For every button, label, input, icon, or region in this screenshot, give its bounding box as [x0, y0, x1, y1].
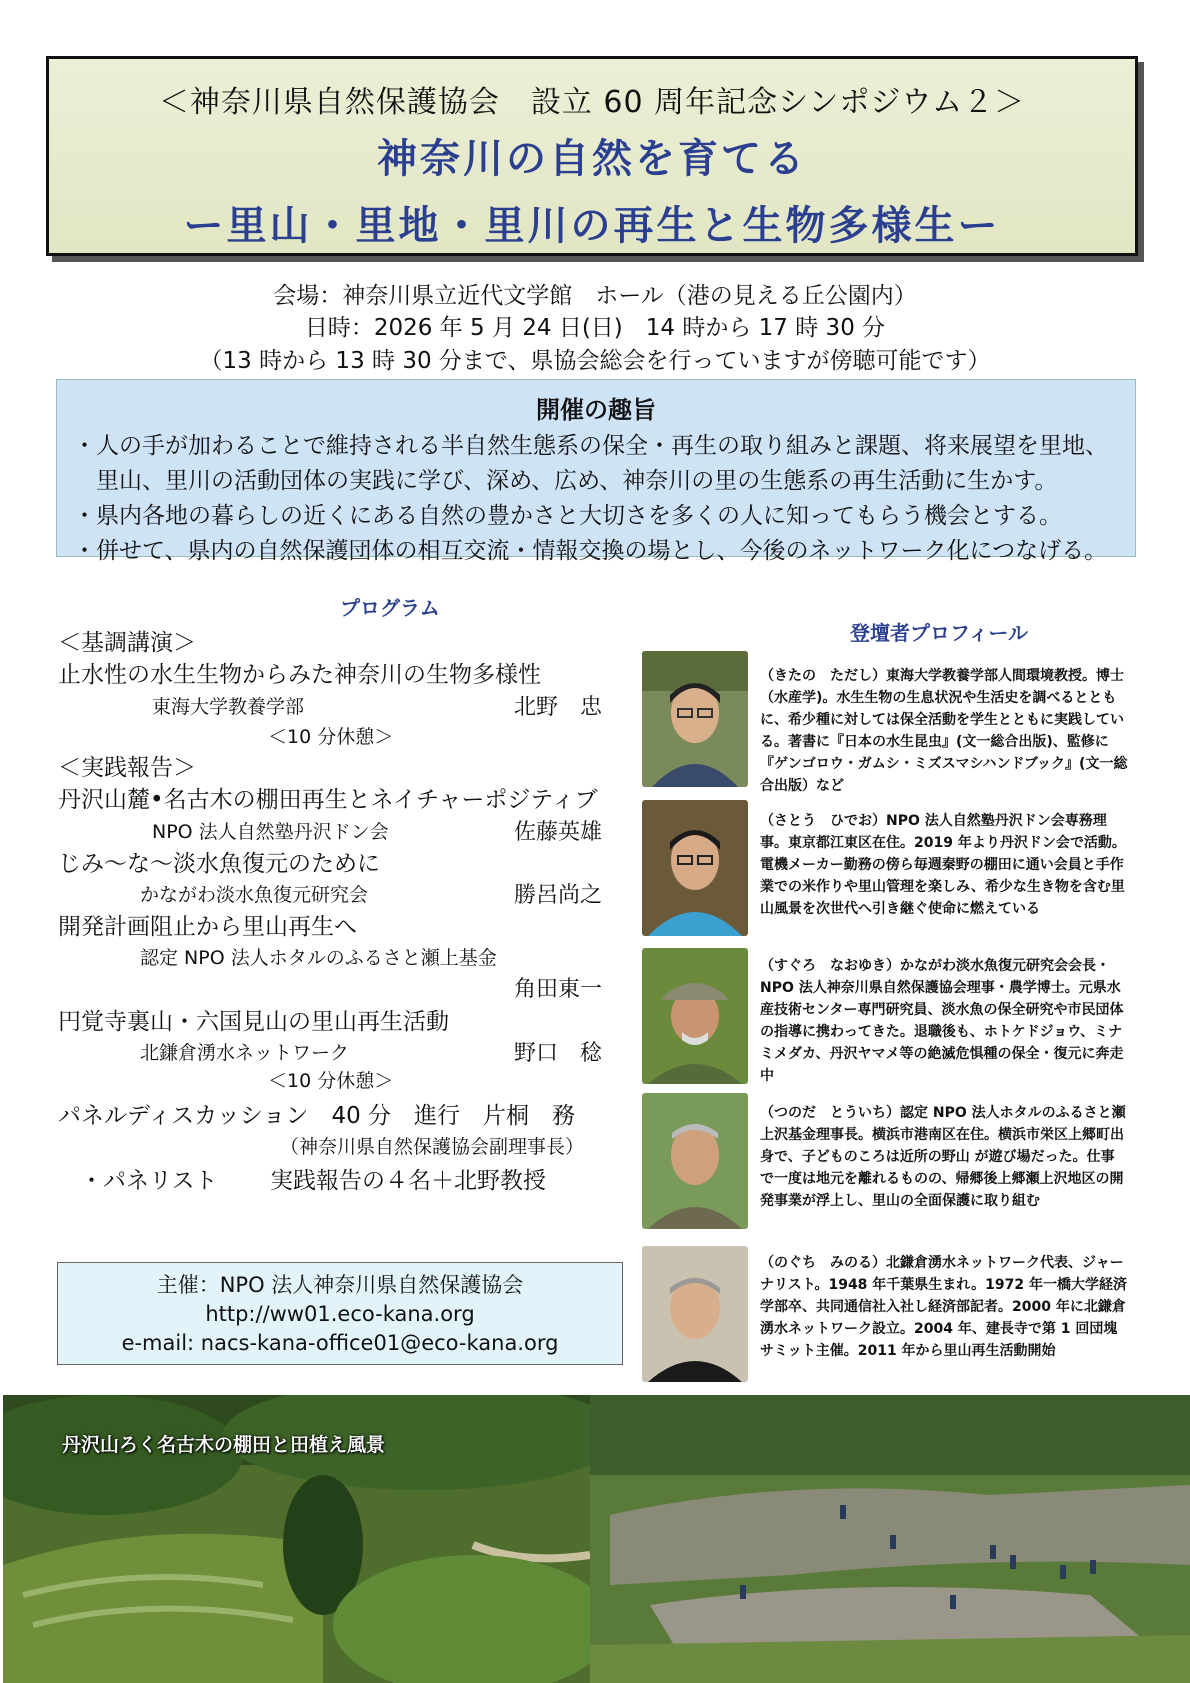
profile-text: （きたの ただし）東海大学教養学部人間環境教授。博士（水産学)。水生生物の生息状況や生活史を調べるとともに、希少種に対しては保全活動を学生とともに実践している。著書に『日本の水生昆虫』(文一総合出版)、監修に『ゲンゴロウ・ガムシ・ミズスマシハンドブック』(文一総合出版）など [760, 668, 1128, 794]
host-organization: 主催：NPO 法人神奈川県自然保護協会 [156, 1273, 524, 1297]
purpose-line: ・併せて、県内の自然保護団体の相互交流・情報交換の場とし、今後のネットワーク化につなげる。 [73, 538, 1108, 564]
panelist-label: ・パネリスト [80, 1168, 218, 1194]
profile-text: （のぐち みのる）北鎌倉湧水ネットワーク代表、ジャーナリスト。1948 年千葉県生まれ。1972 年一橋大学経済学部卒、共同通信社入社し経済部記者。2000 年に北鎌倉湧水ネットワーク設立。2004 年、建長寺で第 1 回団塊サミット主催。2011 年から里山再生活動開始 [760, 1255, 1127, 1359]
break-2: ＜10 分休憩＞ [268, 1070, 394, 1092]
report-1-org: NPO 法人自然塾丹沢ドン会 [152, 821, 389, 843]
venue-note: （13 時から 13 時 30 分まで、県協会総会を行っていますが傍聴可能です） [199, 348, 991, 374]
purpose-line: ・人の手が加わることで維持される半自然生態系の保全・再生の取り組みと課題、将来展望を里地、 [73, 433, 1108, 459]
report-2-org: かながわ淡水魚復元研究会 [140, 884, 369, 906]
photo-caption: 丹沢山ろく名古木の棚田と田植え風景 [62, 1434, 386, 1456]
website-link[interactable]: http://ww01.eco-kana.org [205, 1302, 475, 1326]
profile-heading: 登壇者プロフィール [850, 621, 1028, 645]
title-box [46, 56, 1138, 256]
speaker-photo-sato [642, 800, 748, 936]
email-link[interactable]: e-mail: nacs-kana-office01@eco-kana.org [121, 1331, 559, 1355]
report-3-title: 開発計画阻止から里山再生へ [58, 914, 357, 940]
speaker-photo-noguchi [642, 1246, 748, 1382]
keynote-org: 東海大学教養学部 [152, 696, 305, 718]
title-main-2: ー里山・里地・里川の再生と生物多様生ー [183, 203, 1001, 249]
panelist-value: 実践報告の４名＋北野教授 [270, 1168, 546, 1194]
report-1-speaker: 佐藤英雄 [514, 820, 603, 845]
speaker-photo-tsunoda [642, 1093, 748, 1229]
report-3-org: 認定 NPO 法人ホタルのふるさと瀬上基金 [140, 947, 497, 969]
report-2-speaker: 勝呂尚之 [514, 883, 603, 908]
title-subtitle: ＜神奈川県自然保護協会 設立 60 周年記念シンポジウム２＞ [158, 85, 1026, 120]
keynote-title: 止水性の水生生物からみた神奈川の生物多様性 [58, 662, 541, 688]
report-2-title: じみ～な～淡水魚復元のために [58, 851, 380, 877]
report-4-title: 円覚寺裏山・六国見山の里山再生活動 [58, 1009, 449, 1035]
break-1: ＜10 分休憩＞ [268, 726, 394, 748]
speaker-photo-kitano [642, 651, 748, 787]
report-4-speaker: 野口 稔 [514, 1041, 603, 1066]
purpose-line: ・県内各地の暮らしの近くにある自然の豊かさと大切さを多くの人に知ってもらう機会とする。 [73, 503, 1062, 529]
keynote-label: ＜基調講演＞ [58, 630, 196, 656]
venue-place: 会場：神奈川県立近代文学館 ホール（港の見える丘公園内） [273, 283, 917, 309]
program-heading: プログラム [340, 596, 440, 620]
title-main: 神奈川の自然を育てる [377, 136, 807, 182]
rice-planting-photo [590, 1395, 1190, 1683]
report-4-org: 北鎌倉湧水ネットワーク [140, 1042, 350, 1064]
purpose-box [56, 379, 1136, 564]
report-3-speaker: 角田東一 [514, 977, 603, 1002]
panel-moderator-role: （神奈川県自然保護協会副理事長） [280, 1136, 585, 1158]
venue-datetime: 日時：2026 年 5 月 24 日(日) 14 時から 17 時 30 分 [304, 315, 886, 341]
report-1-title: 丹沢山麓•名古木の棚田再生とネイチャーポジティブ [58, 787, 598, 813]
contact-box [57, 1262, 623, 1365]
profile-text: （さとう ひでお）NPO 法人自然塾丹沢ドン会専務理事。東京都江東区在住。2019 年より丹沢ドン会で活動。電機メーカー勤務の傍ら毎週秦野の棚田に通い会員と手作業での米作りや里山管理を楽しみ、希少な生き物を含む里山風景を次世代へ引き継ぐ使命に燃えている [760, 813, 1126, 917]
speaker-photo-suguro [642, 948, 748, 1084]
profile-text: （すぐろ なおゆき）かながわ淡水魚復元研究会会長・NPO 法人神奈川県自然保護協会理事・農学博士。元県水産技術センター専門研究員、淡水魚の保全研究や市民団体の指導に携わってきた。退職後も、ホトケドジョウ、ミナミメダカ、丹沢ヤマメ等の絶滅危惧種の保全・復元に奔走中 [760, 958, 1124, 1084]
purpose-title: 開催の趣旨 [536, 396, 656, 424]
profile-text: （つのだ とういち）認定 NPO 法人ホタルのふるさと瀬上沢基金理事長。横浜市港南区在住。横浜市栄区上郷町出身で、子どものころは近所の野山 が遊び場だった。仕事で一度は地元を離れるものの、帰郷後上郷瀬上沢地区の開発事業が浮上し、里山の全面保護に取り組む [760, 1105, 1126, 1209]
keynote-speaker: 北野 忠 [514, 695, 603, 720]
panel-discussion: パネルディスカッション 40 分 進行 片桐 務 [58, 1103, 576, 1129]
reports-label: ＜実践報告＞ [58, 755, 196, 781]
purpose-line: 里山、里川の活動団体の実践に学び、深め、広め、神奈川の里の生態系の再生活動に生かす。 [73, 468, 1058, 494]
